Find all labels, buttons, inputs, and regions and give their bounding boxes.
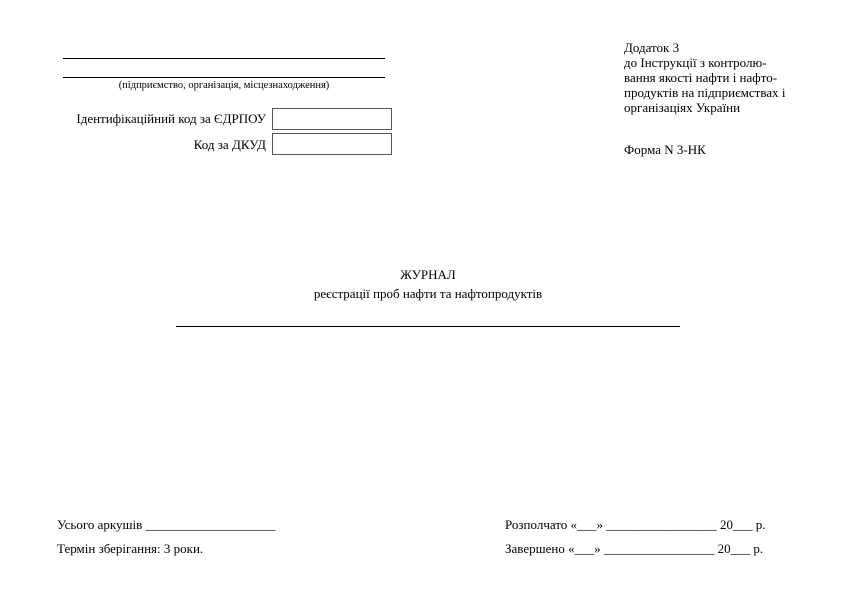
finished-date: Завершено «___» _________________ 20___ р. [505, 541, 764, 556]
retention-period: Термін зберігання: 3 роки. [57, 541, 204, 556]
appendix-block [624, 40, 785, 115]
dkud-label: Код за ДКУД [193, 137, 266, 152]
journal-name-line [176, 326, 680, 327]
journal-title: ЖУРНАЛ [400, 267, 456, 282]
org-name-line-1 [63, 58, 385, 59]
appendix-line: Додаток 3 [624, 40, 680, 55]
form-number: Форма N 3-НК [624, 142, 706, 157]
total-sheets: Усього аркушів ____________________ [57, 517, 276, 532]
edrpou-label: Ідентифікаційний код за ЄДРПОУ [76, 111, 266, 126]
appendix-line: організаціях України [624, 100, 741, 115]
started-date: Розполчато «___» _________________ 20___ р. [505, 517, 766, 532]
dkud-field[interactable] [272, 133, 392, 155]
org-name-line-2 [63, 77, 385, 78]
edrpou-field[interactable] [272, 108, 392, 130]
journal-subtitle: реєстрації проб нафти та нафтопродуктів [313, 286, 543, 301]
appendix-line: до Інструкції з контролю- [624, 55, 767, 70]
org-caption: (підприємство, організація, місцезнаходження) [118, 80, 330, 91]
appendix-line: продуктів на підприємствах і [624, 85, 786, 100]
appendix-line: вання якості нафти і нафто- [624, 70, 778, 85]
